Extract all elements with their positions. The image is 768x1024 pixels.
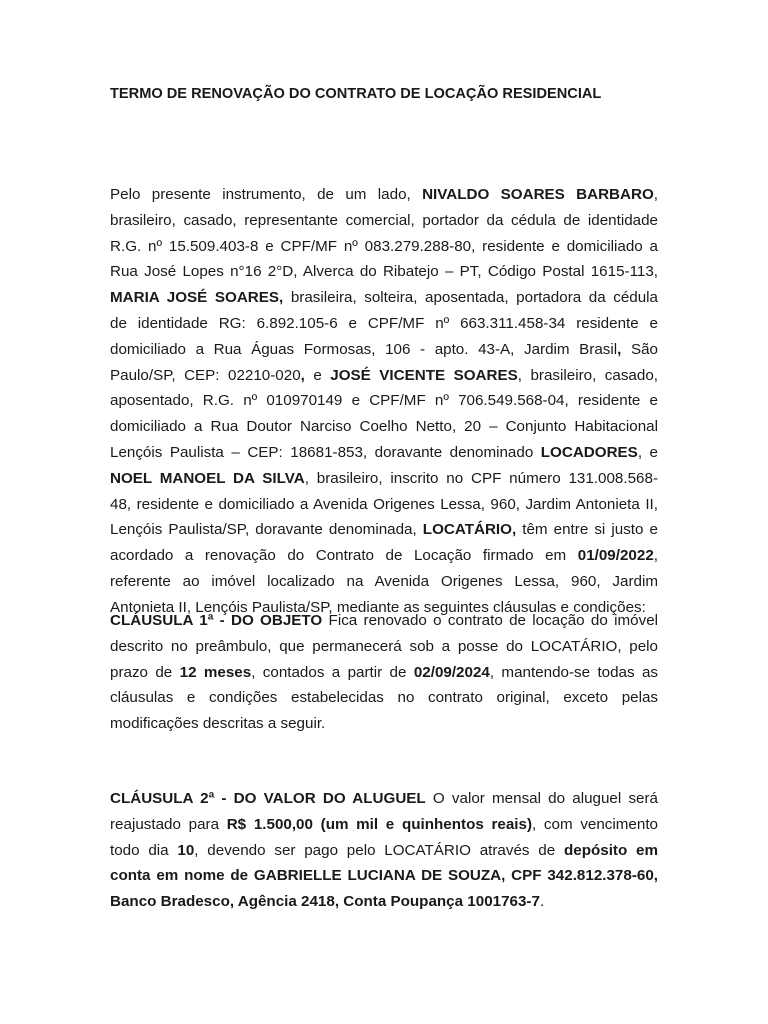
text-run: têm entre si justo e bbox=[516, 521, 658, 539]
text-run: , brasileiro, inscrito no CPF número 131.008.568- bbox=[304, 469, 658, 487]
text-run: modificações descritas a seguir. bbox=[110, 715, 326, 733]
text-line bbox=[110, 685, 658, 711]
bold-text: NOEL MANOEL DA SILVA bbox=[110, 469, 305, 487]
text-line bbox=[110, 388, 658, 414]
bold-text: 01/09/2022 bbox=[577, 547, 654, 565]
text-line bbox=[110, 543, 658, 569]
text-line bbox=[110, 466, 658, 492]
text-line bbox=[110, 838, 658, 864]
text-run: aposentado, R.G. nº 010970149 e CPF/MF nº 706.549.568-04, residente e bbox=[110, 392, 658, 410]
text-run: e bbox=[304, 366, 331, 384]
text-run: . bbox=[539, 893, 545, 911]
text-line bbox=[110, 259, 658, 285]
text-run: , e bbox=[637, 443, 658, 461]
text-run: , bbox=[653, 547, 658, 565]
text-run: todo dia bbox=[110, 841, 178, 859]
text-line bbox=[110, 786, 658, 812]
text-line bbox=[110, 517, 658, 543]
preamble-paragraph bbox=[110, 182, 658, 621]
document-title: TERMO DE RENOVAÇÃO DO CONTRATO DE LOCAÇÃO RESIDENCIAL bbox=[110, 86, 602, 102]
text-run: Rua José Lopes n°16 2°D, Alverca do Ribatejo – PT, Código Postal 1615-113, bbox=[110, 263, 658, 281]
text-run: Paulo/SP, CEP: 02210-020 bbox=[110, 366, 301, 384]
text-line bbox=[110, 660, 658, 686]
text-run: O valor mensal do aluguel será bbox=[425, 790, 658, 807]
text-run: brasileira, solteira, aposentada, portadora da cédula bbox=[283, 289, 658, 307]
text-run: Lençóis Paulista/SP, doravante denominada, bbox=[110, 521, 423, 539]
text-line bbox=[110, 711, 658, 737]
text-run: , devendo ser pago pelo LOCATÁRIO através de bbox=[194, 841, 564, 859]
text-run: brasileiro, casado, representante comercial, portador da cédula de identidade bbox=[110, 211, 658, 229]
text-line bbox=[110, 812, 658, 838]
bold-text: R$ 1.500,00 (um mil e quinhentos reais) bbox=[226, 815, 533, 833]
text-run: R.G. nº 15.509.403-8 e CPF/MF nº 083.279.288-80, residente e domiciliado a bbox=[110, 237, 658, 255]
text-line bbox=[110, 569, 658, 595]
text-run: , com vencimento bbox=[532, 815, 658, 833]
bold-text: , bbox=[617, 340, 622, 358]
text-run: domiciliado a Rua Doutor Narciso Coelho Netto, 20 – Conjunto Habitacional bbox=[110, 418, 658, 436]
bold-text: conta em nome de GABRIELLE LUCIANA DE SOUZA, CPF 342.812.378-60, bbox=[110, 867, 658, 885]
clause-1-paragraph bbox=[110, 608, 658, 737]
text-run: reajustado para bbox=[110, 815, 227, 833]
bold-text: , bbox=[300, 366, 305, 384]
bold-text: LOCATÁRIO, bbox=[422, 521, 517, 539]
text-line bbox=[110, 414, 658, 440]
bold-text: CLÁUSULA 2ª - DO VALOR DO ALUGUEL bbox=[110, 790, 426, 807]
text-line bbox=[110, 234, 658, 260]
bold-text: NIVALDO SOARES BARBARO bbox=[422, 186, 654, 203]
text-run: domiciliado a Rua Águas Formosas, 106 - apto. 43-A, Jardim Brasil bbox=[110, 340, 618, 358]
text-line bbox=[110, 889, 658, 915]
bold-text: 12 meses bbox=[179, 663, 252, 681]
text-line bbox=[110, 492, 658, 518]
bold-text: depósito em bbox=[563, 841, 658, 859]
text-line bbox=[110, 285, 658, 311]
text-run: acordado a renovação do Contrato de Locação firmado em bbox=[110, 547, 578, 565]
bold-text: Banco Bradesco, Agência 2418, Conta Poupança 1001763-7 bbox=[110, 893, 540, 911]
bold-text: CLÁUSULA 1ª - DO OBJETO bbox=[110, 612, 323, 629]
text-line bbox=[110, 863, 658, 889]
text-run: Antonieta II, Lençóis Paulista/SP, mediante as seguintes cláusulas e condições: bbox=[110, 598, 646, 616]
bold-text: 02/09/2024 bbox=[413, 663, 490, 681]
text-run: de identidade RG: 6.892.105-6 e CPF/MF nº 663.311.458-34 residente e bbox=[110, 314, 658, 332]
text-run: , contados a partir de bbox=[251, 663, 414, 681]
text-run: cláusulas e condições estabelecidas no contrato original, exceto pelas bbox=[110, 689, 658, 707]
text-line bbox=[110, 634, 658, 660]
bold-text: JOSÉ VICENTE SOARES bbox=[330, 366, 518, 384]
text-run: descrito no preâmbulo, que permanecerá sob a posse do LOCATÁRIO, pelo bbox=[110, 637, 658, 655]
text-line bbox=[110, 311, 658, 337]
clause-2-paragraph bbox=[110, 786, 658, 915]
text-run: , bbox=[653, 186, 659, 203]
text-run: 48, residente e domiciliado a Avenida Origenes Lessa, 960, Jardim Antonieta II, bbox=[110, 495, 658, 513]
text-line bbox=[110, 363, 658, 389]
text-run: Lençóis Paulista – CEP: 18681-853, doravante denominado bbox=[110, 443, 541, 461]
text-run: Fica renovado o contrato de locação do imóvel bbox=[322, 612, 659, 629]
text-run: São bbox=[621, 340, 659, 358]
bold-text: LOCADORES bbox=[540, 443, 638, 461]
text-run: referente ao imóvel localizado na Avenida Origenes Lessa, 960, Jardim bbox=[110, 572, 658, 590]
text-line bbox=[110, 208, 658, 234]
text-line bbox=[110, 440, 658, 466]
text-line bbox=[110, 182, 658, 208]
bold-text: 10 bbox=[177, 841, 195, 859]
text-run: prazo de bbox=[110, 663, 180, 681]
text-line bbox=[110, 337, 658, 363]
bold-text: MARIA JOSÉ SOARES, bbox=[110, 289, 284, 307]
text-run: Pelo presente instrumento, de um lado, bbox=[110, 186, 423, 203]
text-line bbox=[110, 608, 658, 634]
text-run: , brasileiro, casado, bbox=[517, 366, 658, 384]
text-run: , mantendo-se todas as bbox=[489, 663, 659, 681]
